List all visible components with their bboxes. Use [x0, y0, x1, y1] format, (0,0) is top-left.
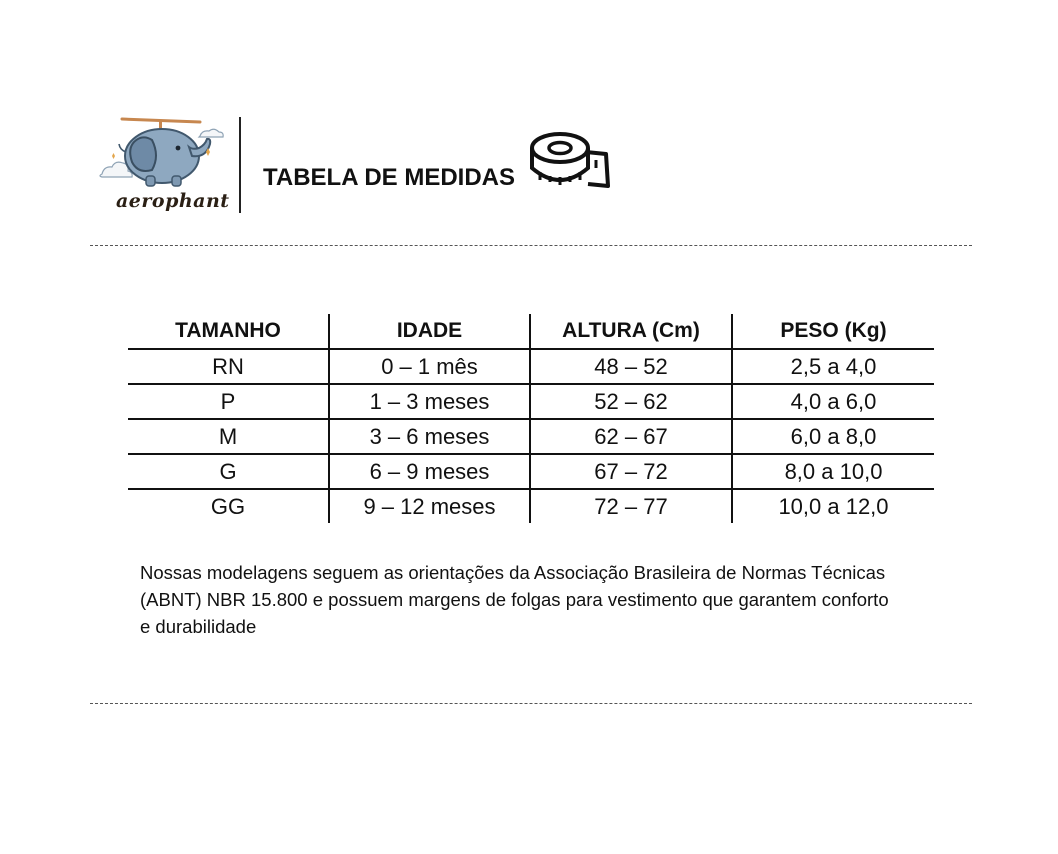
- size-table: [128, 314, 934, 523]
- cell-weight: 6,0 a 8,0: [732, 419, 934, 454]
- cell-weight: 2,5 a 4,0: [732, 349, 934, 384]
- cell-age: 9 – 12 meses: [329, 489, 530, 523]
- divider-bottom: [90, 703, 972, 704]
- standards-note: [140, 559, 940, 640]
- divider-top: [90, 245, 972, 246]
- tape-measure-icon: [526, 130, 612, 197]
- table-header-row: [128, 314, 934, 349]
- cell-size: RN: [212, 353, 244, 379]
- cell-size: GG: [210, 493, 246, 519]
- column-header-height: ALTURA (Cm): [530, 314, 732, 349]
- cell-height: 67 – 72: [530, 454, 732, 489]
- note-line: e durabilidade: [140, 616, 257, 637]
- cell-age: 1 – 3 meses: [329, 384, 530, 419]
- page-title: TABELA DE MEDIDAS: [263, 164, 515, 191]
- cell-height: 52 – 62: [530, 384, 732, 419]
- cell-age: 6 – 9 meses: [329, 454, 530, 489]
- cell-size: P: [220, 388, 236, 414]
- table-row: [128, 454, 934, 489]
- table-row: [128, 384, 934, 419]
- cell-age: 3 – 6 meses: [329, 419, 530, 454]
- cell-height: 62 – 67: [530, 419, 732, 454]
- column-header-size: TAMANHO: [175, 319, 281, 342]
- column-header-age: IDADE: [329, 314, 530, 349]
- cell-weight: 4,0 a 6,0: [732, 384, 934, 419]
- header-divider: [239, 117, 241, 213]
- note-line: Nossas modelagens seguem as orientações da Associação Brasileira de Normas Técnicas: [140, 562, 886, 583]
- column-header-weight: PESO (Kg): [732, 314, 934, 349]
- table-row: [128, 419, 934, 454]
- table-row: [128, 489, 934, 523]
- cell-age: 0 – 1 mês: [329, 349, 530, 384]
- cell-size: M: [218, 423, 238, 449]
- cell-size: G: [219, 458, 237, 484]
- note-line: (ABNT) NBR 15.800 e possuem margens de folgas para vestimento que garantem conforto: [140, 589, 889, 610]
- cell-weight: 8,0 a 10,0: [732, 454, 934, 489]
- table-row: [128, 349, 934, 384]
- cell-weight: 10,0 a 12,0: [732, 489, 934, 523]
- brand-name: aerophant: [116, 190, 230, 212]
- cell-height: 48 – 52: [530, 349, 732, 384]
- brand-logo: [96, 112, 230, 218]
- cell-height: 72 – 77: [530, 489, 732, 523]
